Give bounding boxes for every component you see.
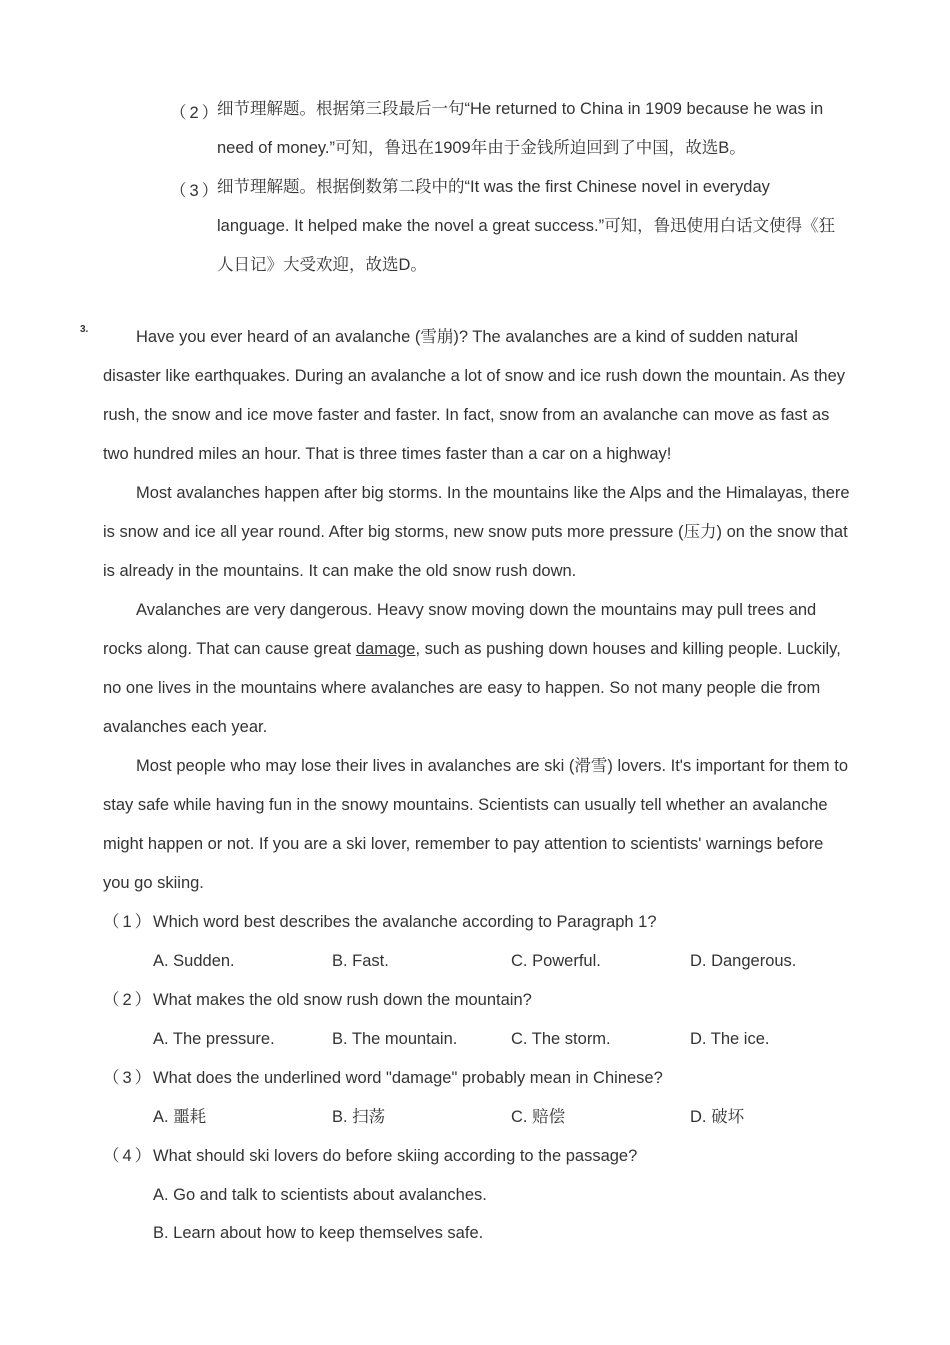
- analysis-item-number: （3）: [170, 182, 222, 200]
- option-a[interactable]: A. The pressure.: [153, 1030, 275, 1048]
- option-b[interactable]: B. Learn about how to keep themselves safe.: [153, 1224, 484, 1242]
- option-b[interactable]: B. 扫荡: [332, 1108, 386, 1126]
- passage-line: avalanches each year.: [103, 718, 268, 736]
- sub-question-number: （1）: [103, 913, 155, 931]
- passage-line: Most people who may lose their lives in avalanches are ski (滑雪) lovers. It's important for them to: [136, 757, 849, 775]
- analysis-text-line: 人日记》大受欢迎，故选D。: [217, 256, 427, 274]
- option-c[interactable]: C. Powerful.: [511, 952, 601, 970]
- passage-line: is already in the mountains. It can make the old snow rush down.: [103, 562, 577, 580]
- sub-question-text: What makes the old snow rush down the mountain?: [153, 991, 532, 1009]
- passage-line: no one lives in the mountains where avalanches are easy to happen. So not many people die from: [103, 679, 821, 697]
- passage-line: rush, the snow and ice move faster and faster. In fact, snow from an avalanche can move as fast as: [103, 406, 830, 424]
- sub-question-number: （3）: [103, 1069, 155, 1087]
- passage-line: stay safe while having fun in the snowy mountains. Scientists can usually tell whether an avalanche: [103, 796, 828, 814]
- question-number: 3.: [80, 324, 89, 335]
- analysis-text-line: language. It helped make the novel a great success.”可知，鲁迅使用白话文使得《狂: [217, 217, 836, 235]
- passage-line: Most avalanches happen after big storms. In the mountains like the Alps and the Himalayas, there: [136, 484, 850, 502]
- analysis-text-line: 细节理解题。根据倒数第二段中的“It was the first Chinese novel in everyday: [217, 178, 770, 196]
- passage-line: Have you ever heard of an avalanche (雪崩)? The avalanches are a kind of sudden natural: [136, 328, 798, 346]
- sub-question-number: （4）: [103, 1147, 155, 1165]
- option-c[interactable]: C. The storm.: [511, 1030, 611, 1048]
- option-d[interactable]: D. 破坏: [690, 1108, 745, 1126]
- underlined-word-damage: damage: [355, 640, 416, 658]
- passage-line: might happen or not. If you are a ski lover, remember to pay attention to scientists' warnings before: [103, 835, 824, 853]
- sub-question-number: （2）: [103, 991, 155, 1009]
- option-c[interactable]: C. 赔偿: [511, 1108, 566, 1126]
- analysis-text-line: 细节理解题。根据第三段最后一句“He returned to China in 1909 because he was in: [217, 100, 824, 118]
- analysis-text-line: need of money.”可知，鲁迅在1909年由于金钱所迫回到了中国，故选B。: [217, 139, 746, 157]
- option-a[interactable]: A. Go and talk to scientists about avalanches.: [153, 1186, 487, 1204]
- passage-line: is snow and ice all year round. After big storms, new snow puts more pressure (压力) on the snow that: [103, 523, 848, 541]
- sub-question-text: What does the underlined word "damage" probably mean in Chinese?: [153, 1069, 663, 1087]
- option-b[interactable]: B. Fast.: [332, 952, 389, 970]
- passage-text: , such as pushing down houses and killing people. Luckily,: [415, 640, 841, 658]
- option-d[interactable]: D. Dangerous.: [690, 952, 797, 970]
- passage-line-with-underline: [103, 639, 841, 659]
- passage-line: you go skiing.: [103, 874, 204, 892]
- passage-line: Avalanches are very dangerous. Heavy snow moving down the mountains may pull trees and: [136, 601, 817, 619]
- passage-line: two hundred miles an hour. That is three times faster than a car on a highway!: [103, 445, 672, 463]
- passage-line: disaster like earthquakes. During an avalanche a lot of snow and ice rush down the mountain. As they: [103, 367, 846, 385]
- sub-question-text: Which word best describes the avalanche according to Paragraph 1?: [153, 913, 657, 931]
- option-b[interactable]: B. The mountain.: [332, 1030, 458, 1048]
- analysis-item-number: （2）: [170, 104, 222, 122]
- option-d[interactable]: D. The ice.: [690, 1030, 770, 1048]
- sub-question-text: What should ski lovers do before skiing according to the passage?: [153, 1147, 638, 1165]
- option-a[interactable]: A. Sudden.: [153, 952, 235, 970]
- option-a[interactable]: A. 噩耗: [153, 1108, 207, 1126]
- passage-text: rocks along. That can cause great: [103, 640, 356, 658]
